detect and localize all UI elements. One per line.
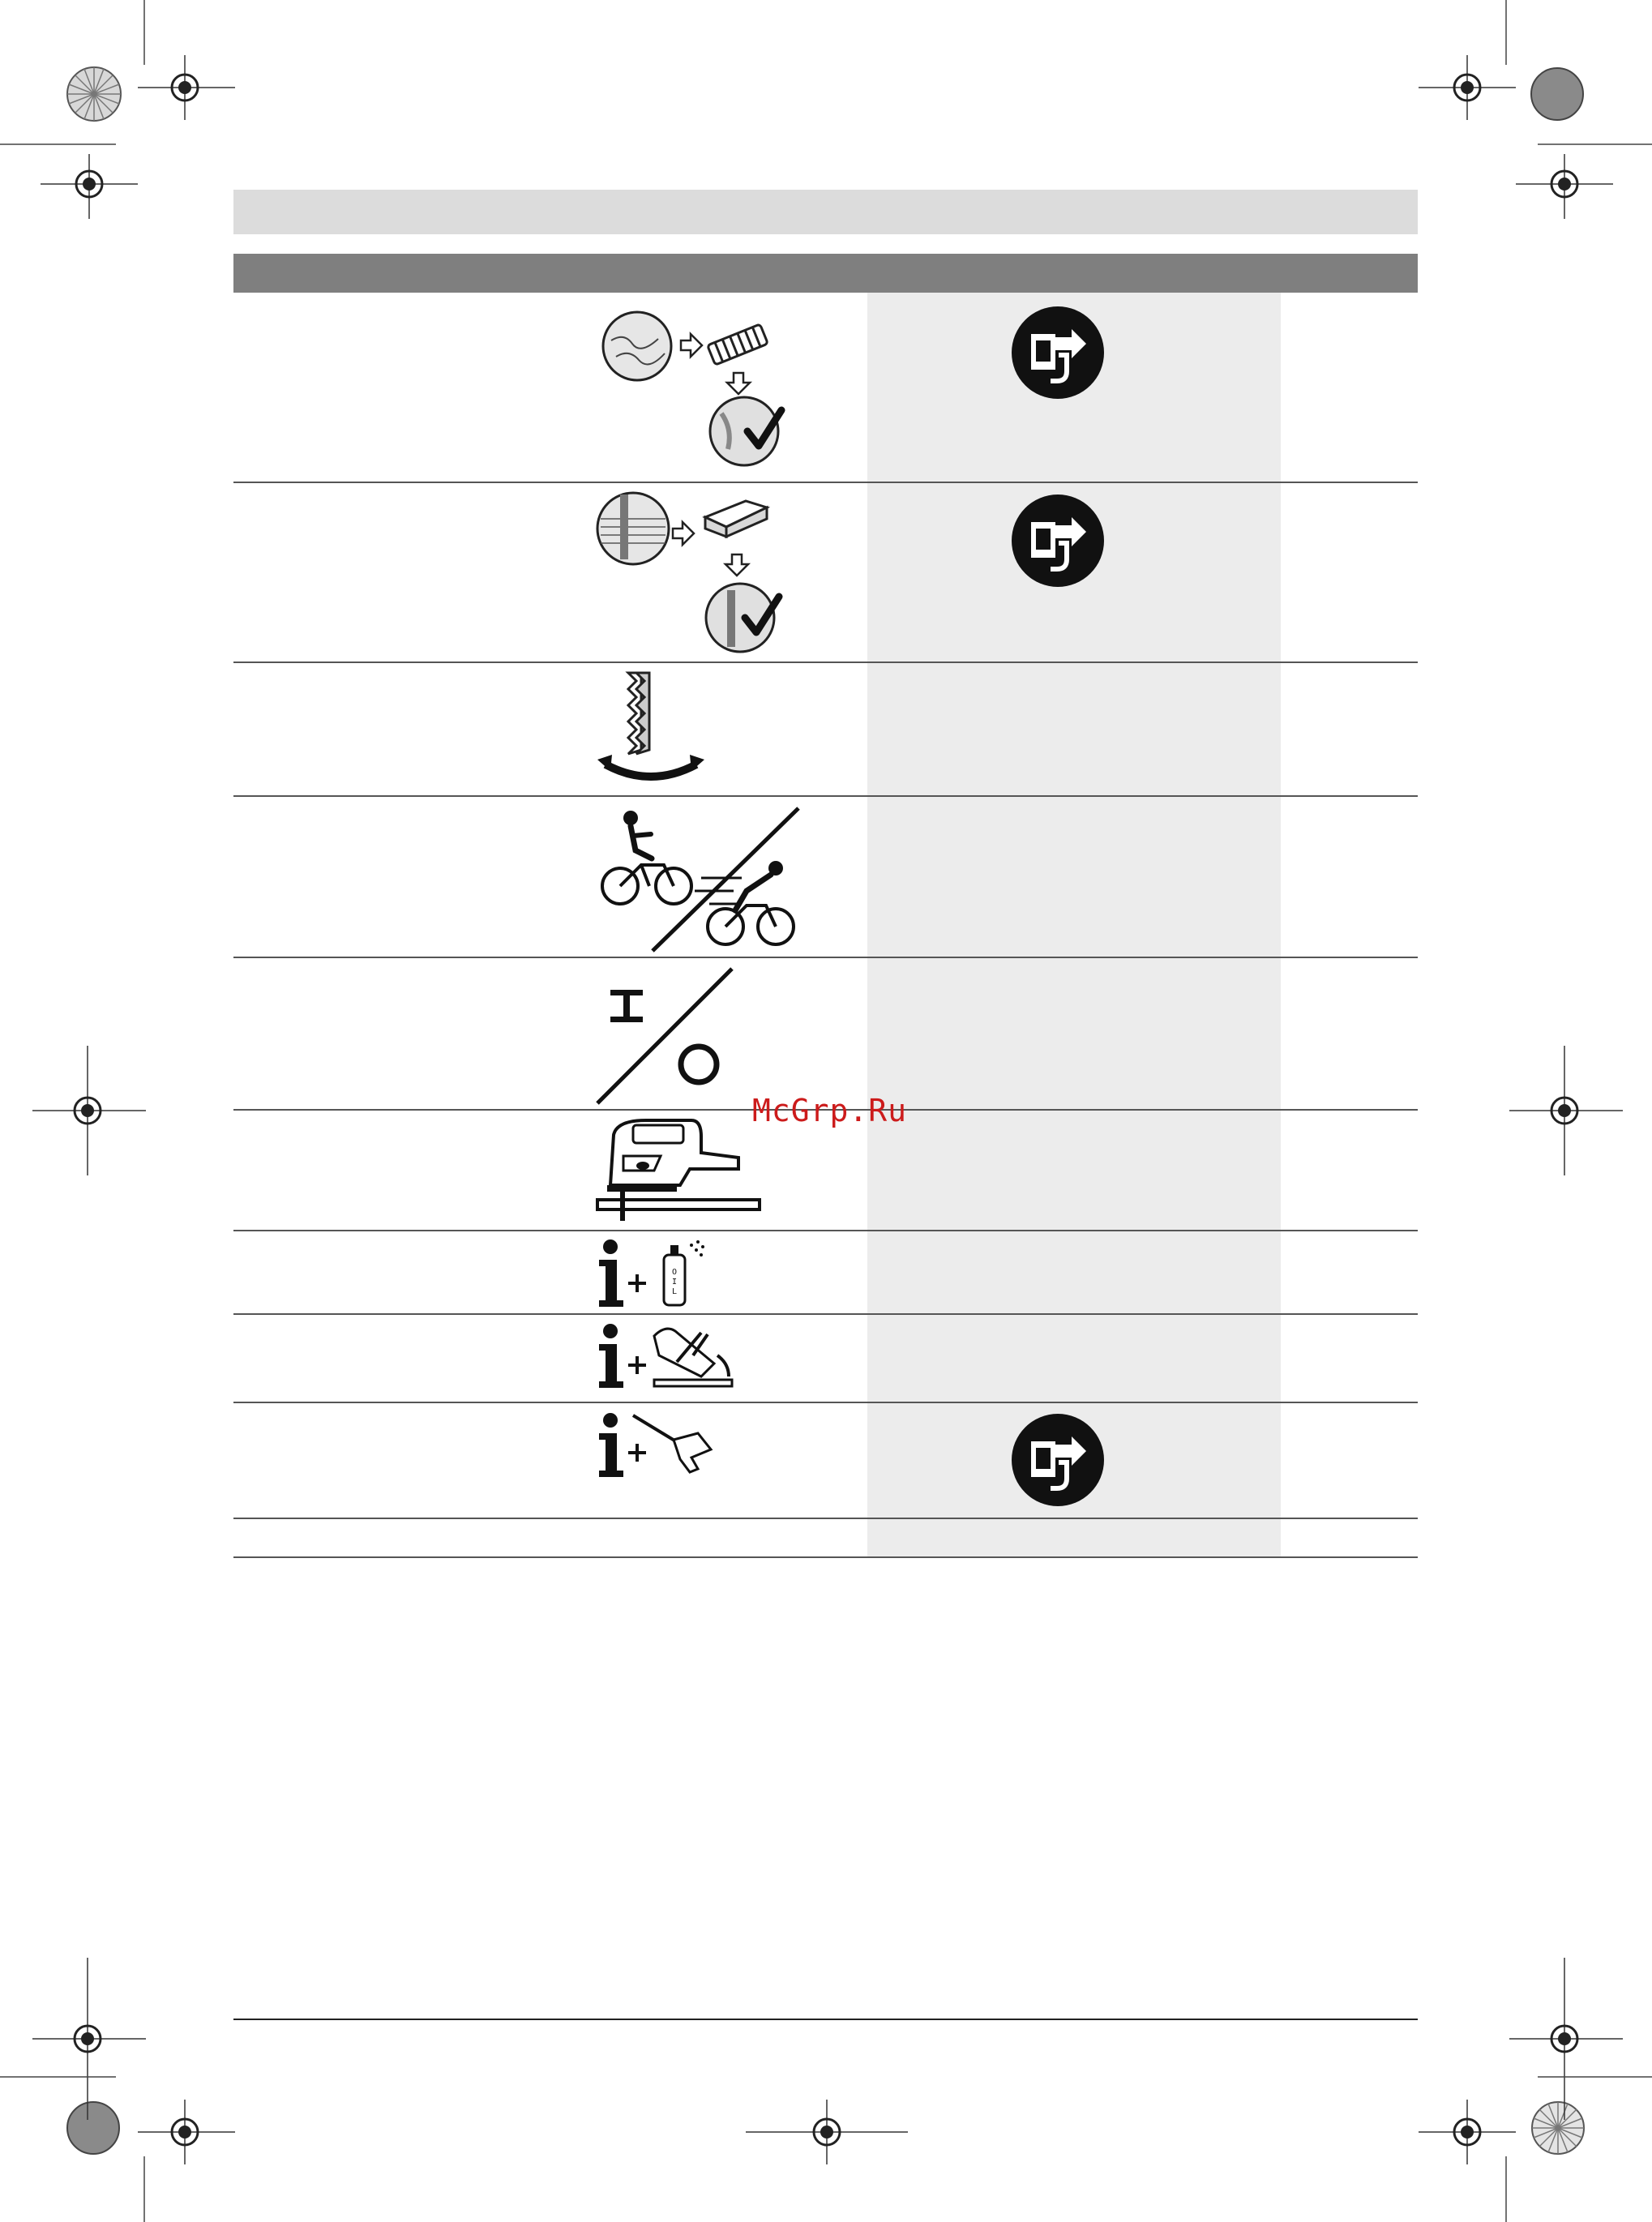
- svg-text:I: I: [671, 1278, 678, 1287]
- svg-text:O: O: [671, 1268, 678, 1277]
- saw-shoe-check-icon: [596, 486, 794, 657]
- jigsaw-on-workpiece-icon: [596, 1119, 766, 1226]
- blade-inspection-icon: [600, 308, 794, 470]
- watermark: McGrp.Ru: [752, 1093, 908, 1128]
- pendulum-stroke-icon: [596, 669, 709, 790]
- on-off-switch-icon: [596, 967, 738, 1105]
- info-bevel-cut-icon: [596, 1323, 738, 1391]
- unplug-mains-icon: [1010, 1412, 1106, 1508]
- info-lubricate-icon: [596, 1239, 725, 1308]
- unplug-mains-icon: [1010, 493, 1106, 589]
- svg-text:L: L: [671, 1287, 678, 1296]
- speed-selection-icon: [596, 807, 807, 953]
- info-parallel-guide-icon: [596, 1412, 738, 1480]
- unplug-mains-icon: [1010, 305, 1106, 400]
